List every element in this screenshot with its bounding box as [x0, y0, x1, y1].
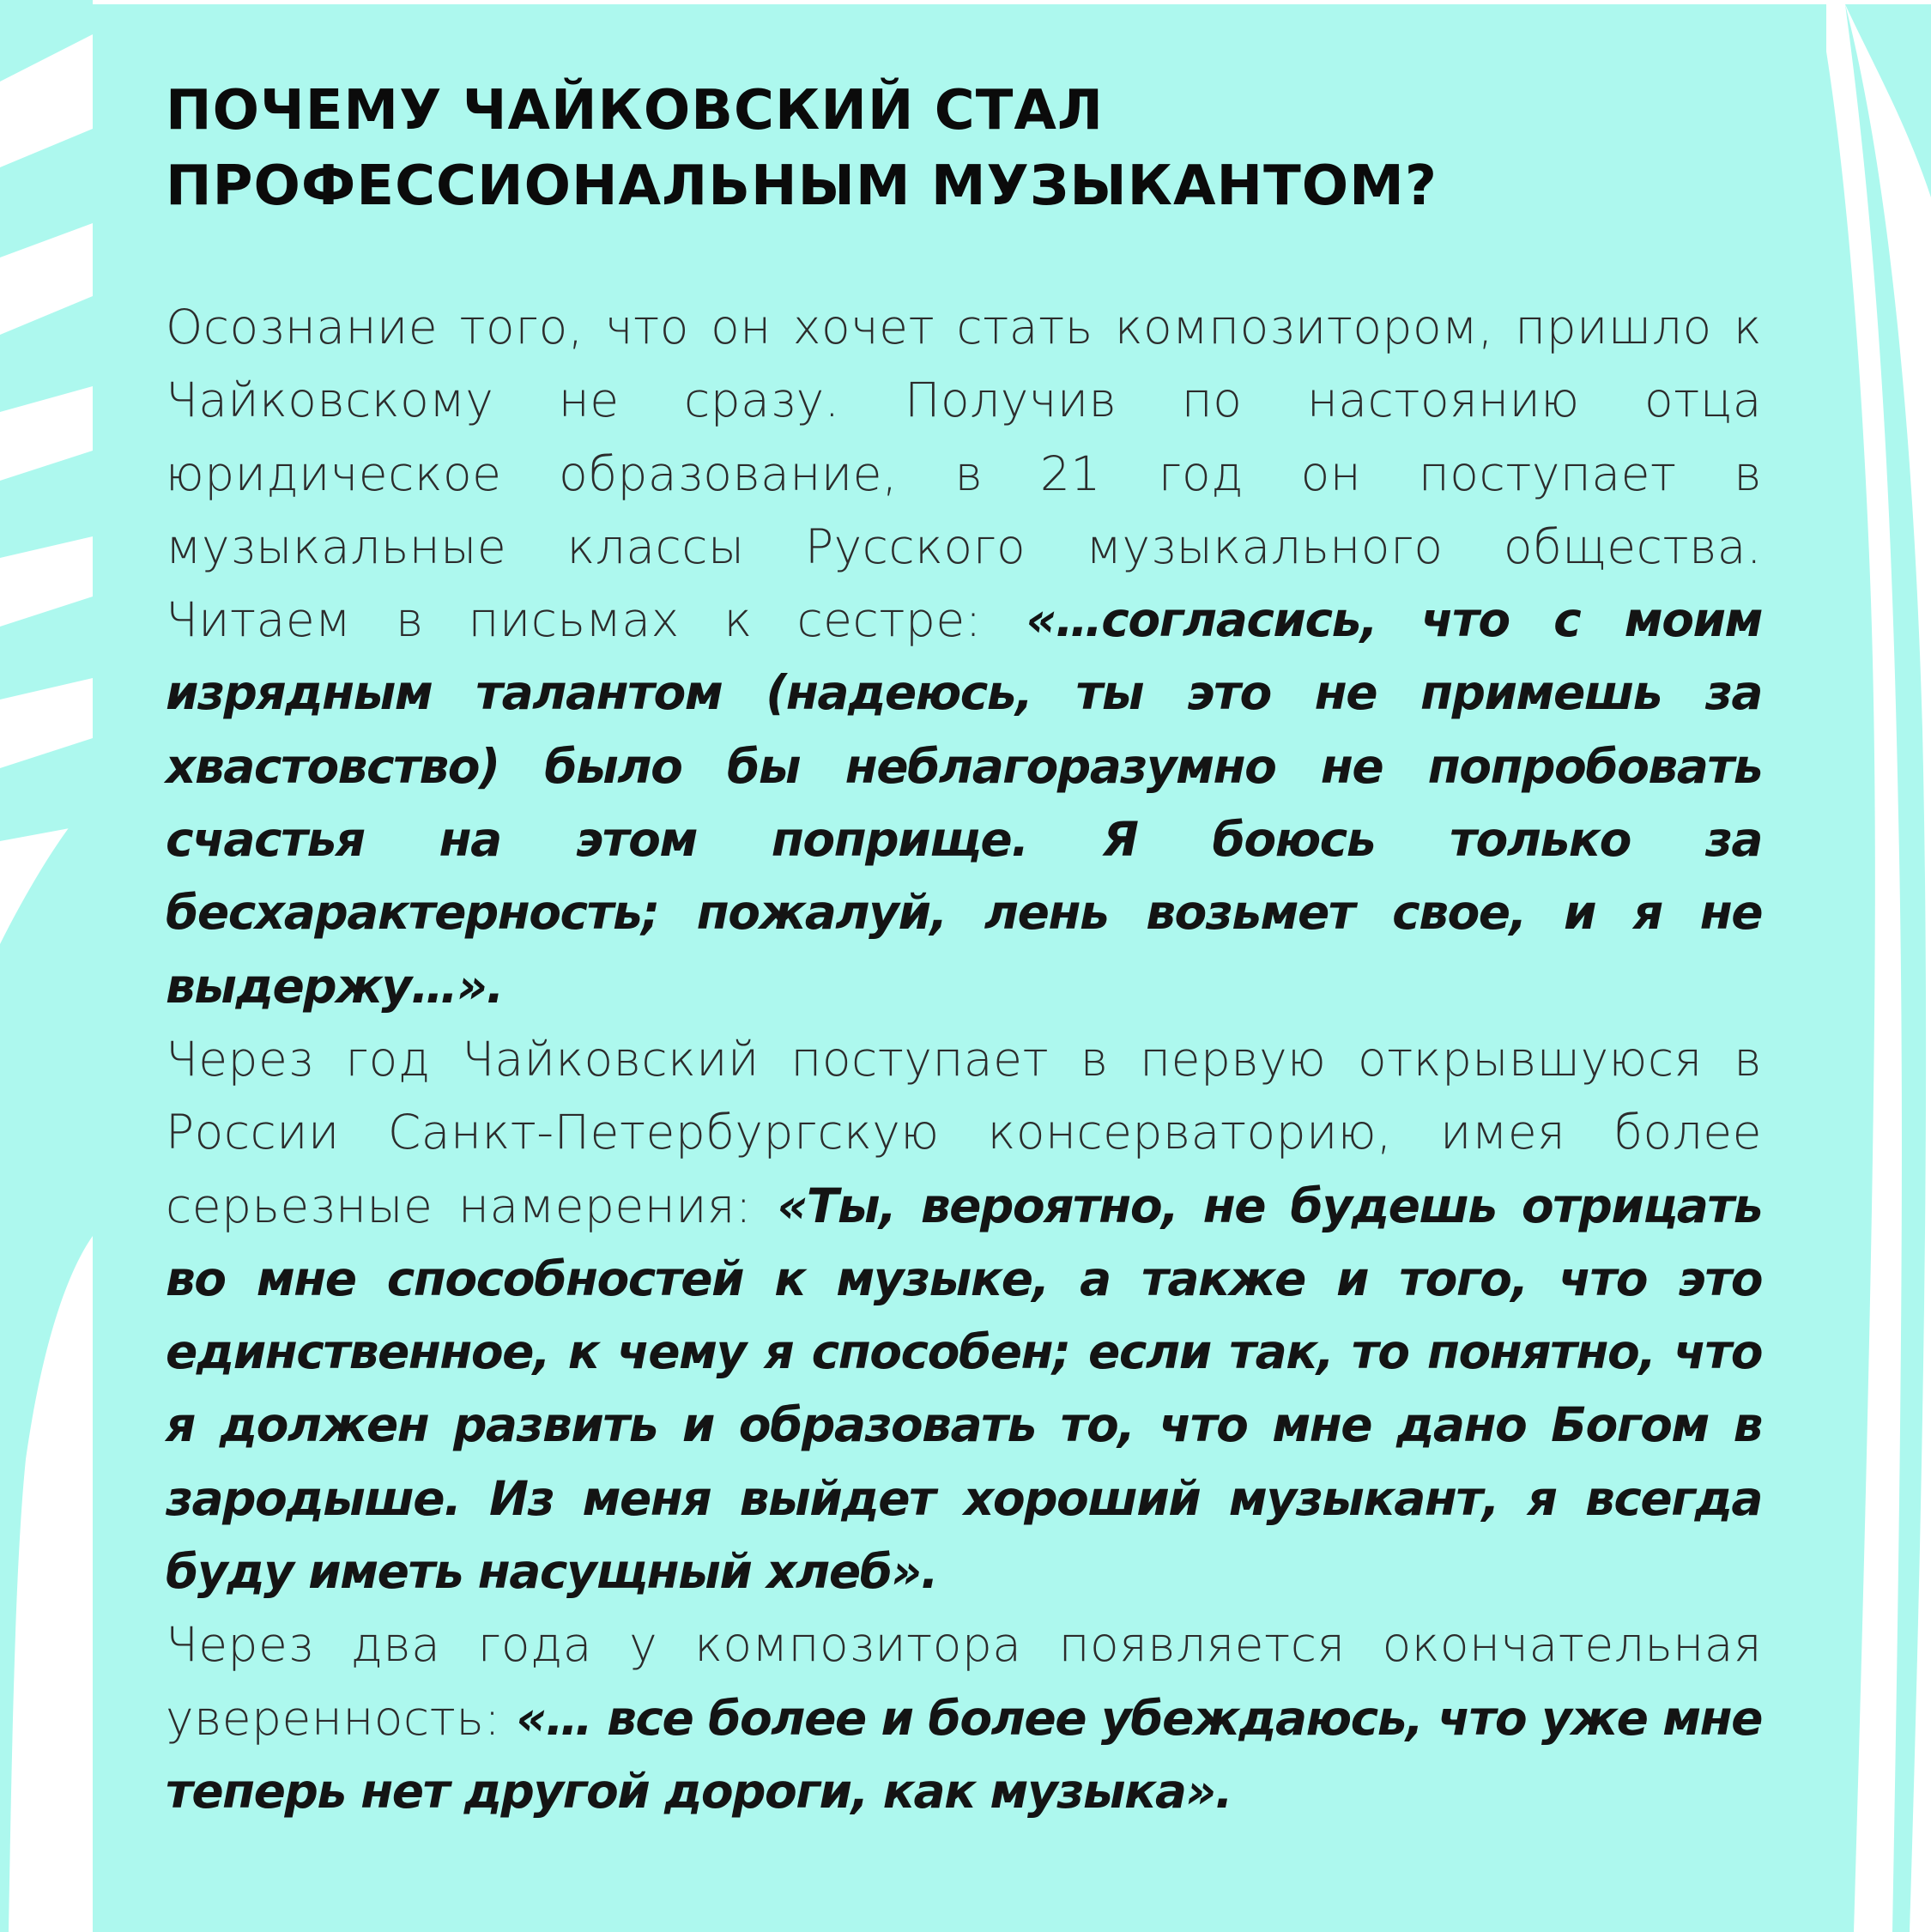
letter-quote: «…согласись, что с моим изрядным талантом (надеюсь, ты это не примешь за хвастовство) было бы неблагоразумно не попробовать счастья на этом поприще. Я боюсь только за бесхарактерность; пожалуй, лень возьмет свое, и я не выдержу…». — [166, 592, 1762, 1014]
page-title — [166, 73, 1762, 224]
paragraph-3 — [166, 1608, 1762, 1828]
title-line-2: ПРОФЕССИОНАЛЬНЫМ МУЗЫКАНТОМ? — [166, 154, 1438, 218]
stripe-left — [0, 597, 93, 700]
stripe-left — [0, 451, 93, 558]
paragraph-text: Осознание того, что он хочет стать композитором, пришло к Чайковскому не сразу. Получив по настоянию отца юридическое образование, в 21 год он поступает в музыкальные классы Русского музыкального общества. Читаем в письмах к сестре: — [166, 300, 1762, 648]
stripe-left — [0, 0, 93, 82]
stripe-right — [1826, 51, 1875, 1932]
paragraph-text: Через два года у композитора появляется окончательная уверенность: — [166, 1617, 1762, 1746]
article — [166, 73, 1762, 1828]
letter-quote: «Ты, вероятно, не будешь отрицать во мне способностей к музыке, а также и того, что это единственное, к чему я способен; если так, то понятно, что я должен развить и образовать то, что мне дано Богом в зародыше. Из меня выйдет хороший музыкант, я всегда буду иметь насущный хлеб». — [166, 1178, 1762, 1600]
stripe-left — [0, 296, 93, 412]
stripe-left — [0, 129, 93, 257]
paragraph-2 — [166, 1023, 1762, 1608]
title-line-1: ПОЧЕМУ ЧАЙКОВСКИЙ СТАЛ — [166, 79, 1105, 142]
stripe-right — [1826, 4, 1931, 197]
letter-quote: «… все более и более убеждаюсь, что уже мне теперь нет другой дороги, как музыка». — [166, 1690, 1762, 1819]
stripe-left — [0, 798, 93, 1932]
paragraph-text: Через год Чайковский поступает в первую открывшуюся в России Санкт-Петербургскую консерваторию, имея более серьезные намерения: — [166, 1031, 1762, 1233]
paragraph-1 — [166, 291, 1762, 1023]
article-body — [166, 291, 1762, 1828]
